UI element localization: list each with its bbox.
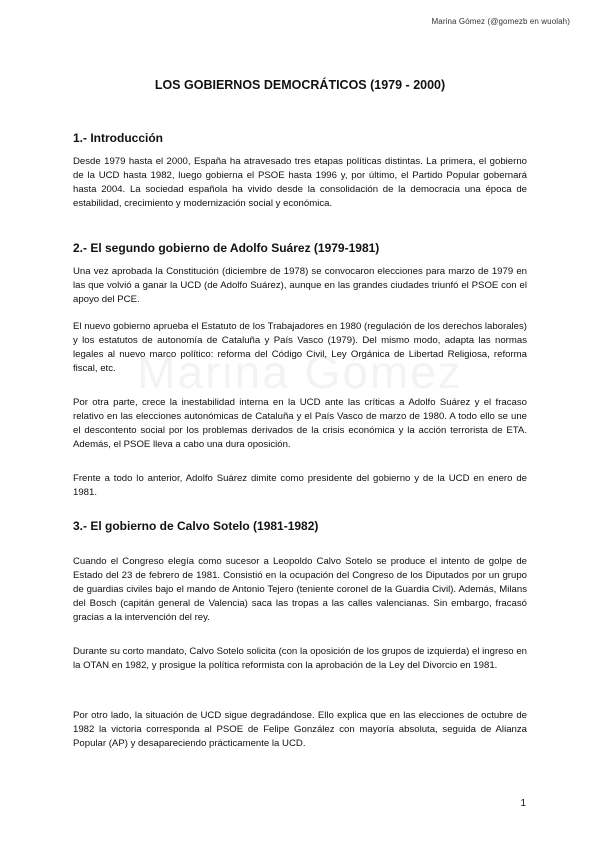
section-2-paragraph: Por otra parte, crece la inestabilidad interna en la UCD ante las críticas a Adolfo Suárez y el fracaso relativo en las elecciones autonómicas de Cataluña y el País Vasco de marzo de 1980. A todo ello se une el descontento social por los problemas derivados de la crisis económica y la acción terrorista de ETA. Además, el PSOE lleva a cabo una dura oposición. <box>73 397 527 450</box>
page-number: 1 <box>520 798 526 809</box>
section-heading-introduccion: 1.- Introducción <box>73 131 163 145</box>
section-2-paragraph: Una vez aprobada la Constitución (diciembre de 1978) se convocaron elecciones para marzo de 1979 en las que volvió a ganar la UCD (de Adolfo Suárez), aunque en las grandes ciudades triunfó el PSOE con el apoyo del PCE. <box>73 266 527 305</box>
section-heading-suarez: 2.- El segundo gobierno de Adolfo Suárez (1979-1981) <box>73 241 380 255</box>
section-3-paragraph: Cuando el Congreso elegía como sucesor a Leopoldo Calvo Sotelo se produce el intento de golpe de Estado del 23 de febrero de 1981. Consistió en la ocupación del Congreso de los Diputados por un grupo de guardias civiles bajo el mando de Antonio Tejero (teniente coronel de la Guardia Civil). Además, Milans del Bosch (capitán general de Valencia) saca las tropas a las calles valencianas. Sin embargo, fracasó gracias a la intervención del rey. <box>73 556 527 623</box>
page-header-author: Marina Gómez (@gomezb en wuolah) <box>431 17 570 26</box>
section-3-paragraph: Durante su corto mandato, Calvo Sotelo solicita (con la oposición de los grupos de izquierda) el ingreso en la OTAN en 1982, y prosigue la política reformista con la aprobación de la Ley del Divorcio en 1981. <box>73 646 527 671</box>
document-title: LOS GOBIERNOS DEMOCRÁTICOS (1979 - 2000) <box>154 78 446 92</box>
section-heading-calvo-sotelo: 3.- El gobierno de Calvo Sotelo (1981-1982) <box>73 519 319 533</box>
section-1-paragraph: Desde 1979 hasta el 2000, España ha atravesado tres etapas políticas distintas. La primera, el gobierno de la UCD hasta 1982, luego gobierna el PSOE hasta 1996 y, por último, el Partido Popular gobernará hasta 2004. La sociedad española ha vivido desde la consolidación de la democracia una época de estabilidad, crecimiento y modernización social y económica. <box>73 156 527 209</box>
section-3-paragraph: Por otro lado, la situación de UCD sigue degradándose. Ello explica que en las elecciones de octubre de 1982 la victoria corresponda al PSOE de Felipe González con mayoría absoluta, seguida de Alianza Popular (AP) y desapareciendo prácticamente la UCD. <box>73 710 527 749</box>
section-2-paragraph: Frente a todo lo anterior, Adolfo Suárez dimite como presidente del gobierno y de la UCD en enero de 1981. <box>73 473 527 498</box>
section-2-paragraph: El nuevo gobierno aprueba el Estatuto de los Trabajadores en 1980 (regulación de los derechos laborales) y los estatutos de autonomía de Cataluña y País Vasco (1979). Del mismo modo, adapta las normas legales al nuevo marco político: reforma del Código Civil, Ley Orgánica de Libertad Religiosa, reforma fiscal, etc. <box>73 321 527 374</box>
